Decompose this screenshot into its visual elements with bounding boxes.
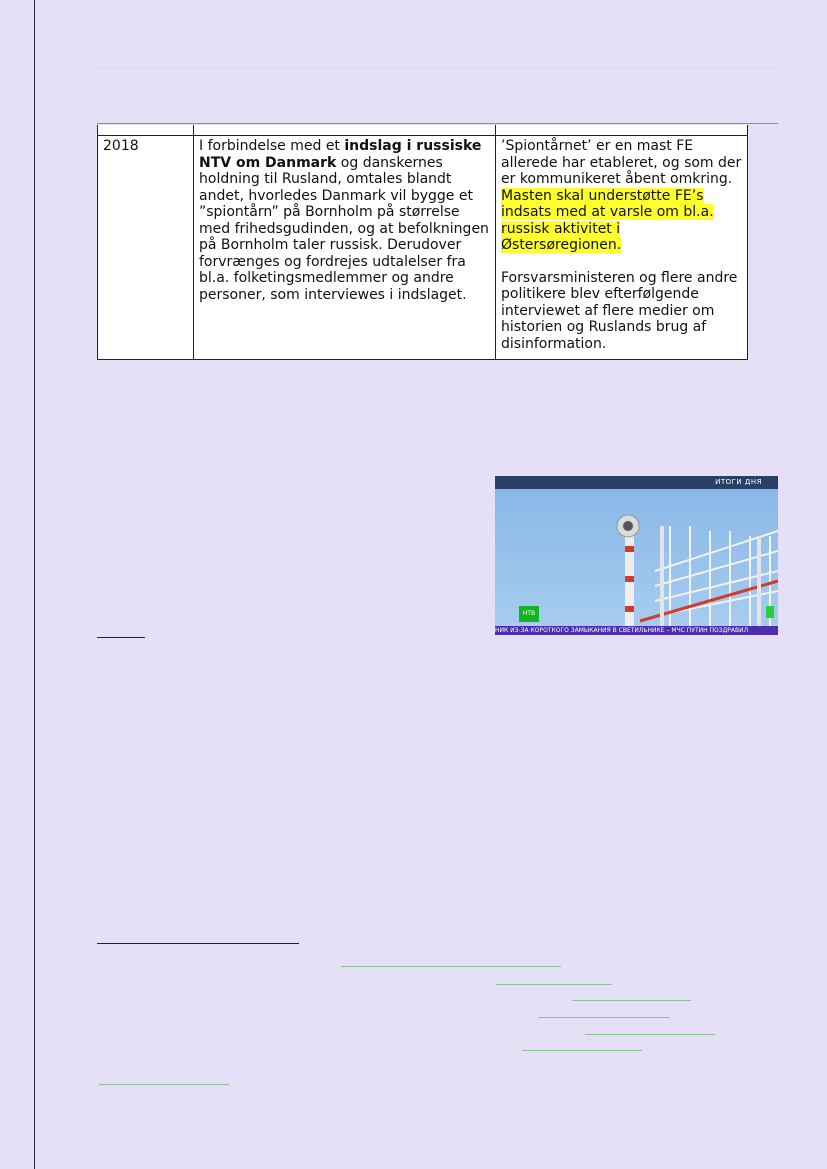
footnote-link-underline[interactable] [572, 1000, 691, 1001]
section-divider [97, 123, 778, 124]
comment-intro: ’Spiontårnet’ er en mast FE allerede har etableret, og som der er kommunikeret åbent omkring. [501, 138, 742, 187]
footnote-link-underline[interactable] [538, 1017, 670, 1018]
year-cell: 2018 [98, 136, 194, 360]
table-header-stub [98, 125, 748, 136]
description-after: og danskernes holdning til Rusland, omtales blandt andet, hvorledes Danmark vil bygge et ”spiontårn” på Bornholm på størrelse med frihedsgudinden, og at befolkningen på Bornholm taler russisk. Derudover forvrænges og fordrejes udtalelser fra bl.a. folketingsmedlemmer og andre personer, som interviewes i indslaget. [199, 154, 489, 303]
description-bold: indslag i russiske NTV om Danmark [199, 138, 482, 171]
description-cell [194, 136, 496, 360]
footnote-link-underline[interactable] [341, 966, 561, 967]
page-margin-rule [34, 0, 35, 1169]
header-divider [97, 68, 778, 69]
program-tag: ИТОГИ ДНЯ [715, 478, 762, 486]
caption-underline [97, 637, 145, 638]
disinformation-table [97, 125, 748, 360]
ntv-screenshot-image [495, 476, 778, 635]
channel-corner-mark [766, 606, 774, 618]
news-ticker: НИК ИЗ-ЗА КОРОТКОГО ЗАМЫКАНИЯ В СВЕТИЛЬНИКЕ – МЧС ПУТИН ПОЗДРАВИЛ [495, 626, 778, 635]
footnote-link-underline[interactable] [585, 1034, 715, 1035]
footnote-link-underline[interactable] [99, 1084, 229, 1085]
comment-cell [496, 136, 748, 360]
footnote-link-underline[interactable] [522, 1050, 642, 1051]
table-row [98, 136, 748, 360]
table [97, 125, 748, 360]
ntv-logo: НТВ [519, 606, 539, 622]
comment-highlight: Masten skal understøtte FE’s indsats med at varsle om bl.a. russisk aktivitet i Østersøregionen. [501, 187, 714, 253]
comment-followup: Forsvarsministeren og flere andre politikere blev efterfølgende interviewet af flere medier om historien og Ruslands brug af disinformation. [501, 269, 738, 352]
footnote-link-underline[interactable] [496, 984, 612, 985]
footnote-separator [97, 943, 299, 944]
description-before: I forbindelse med et [199, 138, 345, 154]
